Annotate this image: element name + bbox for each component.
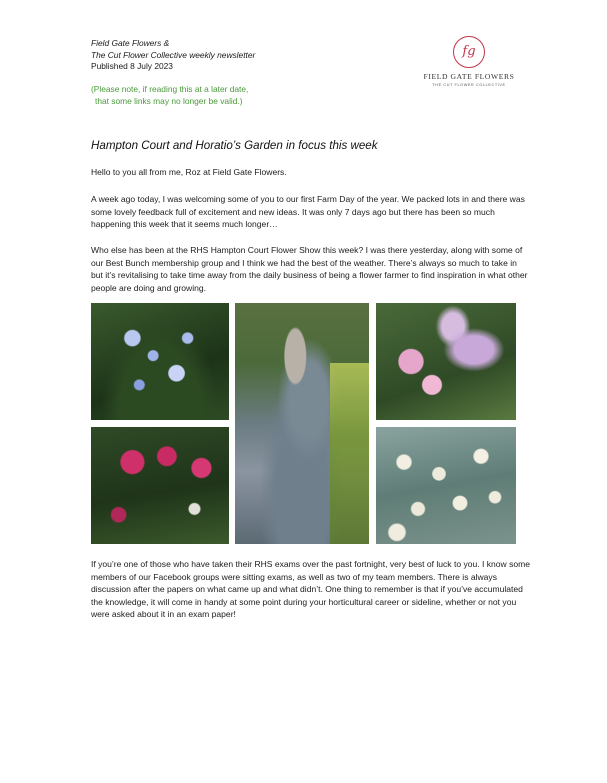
photo-daisies	[376, 427, 516, 544]
photo-sweet-peas-delphinium	[376, 303, 516, 420]
brand-logo	[417, 36, 521, 87]
logo-monogram: fg	[453, 36, 485, 68]
notice-line-1: (Please note, if reading this at a later date,	[91, 84, 249, 94]
paragraph-farm-day: A week ago today, I was welcoming some of you to our first Farm Day of the year. We packed lots in and there was some lovely feedback full of excitement and new ideas. It was only 7 days ago but there has been so much happening this week that it seems much longer…	[91, 194, 525, 230]
publish-date: Published 8 July 2023	[91, 61, 173, 71]
paragraph-greeting: Hello to you all from me, Roz at Field Gate Flowers.	[91, 167, 287, 177]
logo-name: FIELD GATE FLOWERS	[423, 72, 515, 81]
photo-garden-stream	[235, 303, 369, 544]
photo-echinacea	[91, 427, 229, 544]
article-title: Hampton Court and Horatio’s Garden in focus this week	[91, 139, 378, 152]
notice-line-2: that some links may no longer be valid.)	[95, 95, 243, 106]
newsletter-header	[91, 38, 255, 73]
header-line-2: The Cut Flower Collective weekly newsletter	[91, 49, 256, 60]
links-notice	[91, 84, 248, 107]
paragraph-hampton-court: Who else has been at the RHS Hampton Court Flower Show this week? I was there yesterday, along with some of our Best Bunch membership group and I think we had the best of the weather. There’s always so much to take in but it’s revitalising to take time away from the daily business of being a flower farmer to find inspiration in what other people are doing and growing.	[91, 245, 528, 293]
photo-agapanthus	[91, 303, 229, 420]
paragraph-rhs-exams: If you’re one of those who have taken their RHS exams over the past fortnight, very best of luck to you. I know some members of our Facebook groups were sitting exams, as well as two of my team members. There is always discussion after the papers on what came up and what didn’t. One thing to remember is that if you’ve accumulated the knowledge, it will come in handy at some point during your horticultural career or sideline, whether or not you were asked about it in an exam paper!	[91, 559, 530, 620]
logo-tagline: THE CUT FLOWER COLLECTIVE	[432, 83, 506, 87]
header-line-1: Field Gate Flowers &	[91, 38, 170, 48]
